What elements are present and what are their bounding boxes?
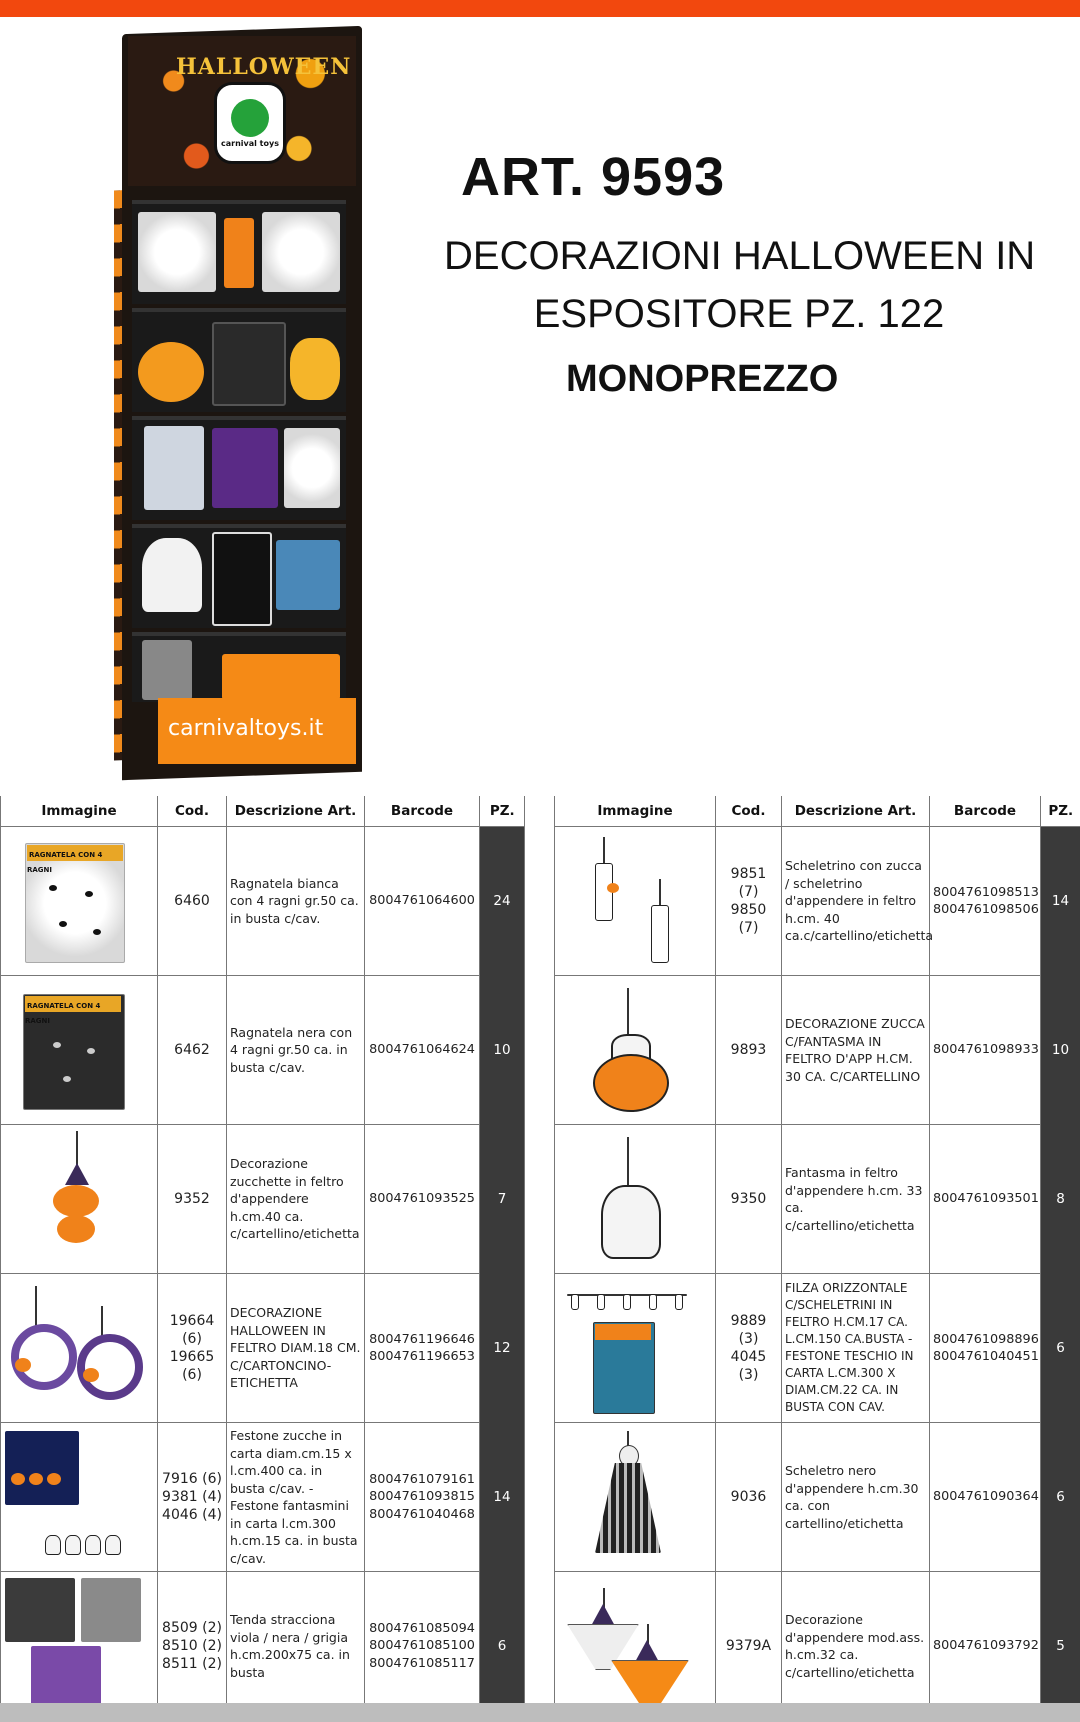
spider-icon	[49, 885, 57, 891]
halloween-wreath-image	[1, 1276, 157, 1420]
product-description: DECORAZIONE ZUCCA C/FANTASMA IN FELTRO D'APP H.CM. 30 CA. C/CARTELLINO	[782, 976, 930, 1125]
product-image-cell	[1, 827, 158, 976]
stand-shelf-4	[132, 524, 346, 628]
skeleton-pack	[144, 426, 204, 510]
product-image-cell	[1, 1125, 158, 1274]
pumpkin-icon	[11, 1473, 25, 1485]
table-row	[1, 1274, 525, 1423]
spiderweb-pack	[138, 212, 216, 292]
pumpkin-stack-image	[1, 1127, 157, 1271]
spider-icon	[93, 929, 101, 935]
table-header-row	[555, 796, 1080, 827]
table-row	[1, 1572, 525, 1721]
product-qty: 8	[1041, 1125, 1080, 1274]
product-image-cell	[555, 1274, 716, 1423]
pumpkin-icon	[53, 1185, 99, 1217]
product-qty: 10	[1041, 976, 1080, 1125]
pumpkin-icon	[47, 1473, 61, 1485]
product-code: 9352	[158, 1125, 227, 1274]
pumpkin-icon	[593, 1054, 669, 1112]
header-code: Cod.	[158, 796, 227, 827]
product-barcode: 8004761085094 8004761085100 8004761085117	[365, 1572, 480, 1721]
product-image-cell	[1, 1274, 158, 1423]
product-image-cell	[555, 976, 716, 1125]
stand-base-url: carnivaltoys.it	[168, 716, 324, 741]
spiderweb-pack	[284, 428, 340, 508]
product-description: Ragnatela nera con 4 ragni gr.50 ca. in busta c/cav.	[227, 976, 365, 1125]
product-qty: 14	[480, 1423, 525, 1572]
skeleton-icon	[649, 1294, 657, 1310]
ghost-decoration	[142, 538, 202, 612]
product-table-right	[554, 796, 1080, 1721]
product-image-cell	[555, 1423, 716, 1572]
product-barcode: 8004761064624	[365, 976, 480, 1125]
product-barcode: 8004761098933	[930, 976, 1041, 1125]
hanging-string	[627, 1137, 629, 1187]
hanging-skeleton	[142, 640, 192, 700]
purple-curtain-pack	[212, 428, 278, 508]
product-description: Tenda stracciona viola / nera / grigia h.cm.200x75 ca. in busta	[227, 1572, 365, 1721]
hanging-string	[627, 988, 629, 1038]
pumpkin-decoration	[290, 338, 340, 400]
header-qty: PZ.	[1041, 796, 1080, 827]
product-barcode: 8004761093501	[930, 1125, 1041, 1274]
product-barcode: 8004761090364	[930, 1423, 1041, 1572]
product-code: 6462	[158, 976, 227, 1125]
spider-icon	[53, 1042, 61, 1048]
product-description: Scheletro nero d'appendere h.cm.30 ca. con cartellino/etichetta	[782, 1423, 930, 1572]
header-barcode: Barcode	[930, 796, 1041, 827]
product-description-line-2: ESPOSITORE PZ. 122	[533, 292, 945, 336]
product-code: 6460	[158, 827, 227, 976]
skeleton-icon	[623, 1294, 631, 1310]
product-description-line-1: DECORAZIONI HALLOWEEN IN	[444, 234, 1036, 278]
hanging-string	[659, 879, 661, 905]
product-description: Fantasma in feltro d'appendere h.cm. 33 ca. c/cartellino/etichetta	[782, 1125, 930, 1274]
stand-base	[158, 698, 356, 764]
table-header-row	[1, 796, 525, 827]
felt-ghost-image	[555, 1127, 715, 1271]
product-qty: 5	[1041, 1572, 1080, 1721]
ghost-icon	[105, 1535, 121, 1555]
spiderweb-pack	[262, 212, 340, 292]
top-accent-bar	[0, 0, 1080, 17]
header-image: Immagine	[1, 796, 158, 827]
ghost-icon	[601, 1185, 661, 1259]
product-barcode: 8004761064600	[365, 827, 480, 976]
black-curtain-photo	[5, 1578, 75, 1642]
header-description: Descrizione Art.	[782, 796, 930, 827]
header-description: Descrizione Art.	[227, 796, 365, 827]
product-description: Scheletrino con zucca / scheletrino d'appendere in feltro h.cm. 40 ca.c/cartellino/etichetta	[782, 827, 930, 976]
garland-pack	[276, 540, 340, 610]
product-image-cell	[555, 827, 716, 976]
black-skeleton-image	[555, 1425, 715, 1569]
product-code: 8509 (2) 8510 (2) 8511 (2)	[158, 1572, 227, 1721]
pack-label	[25, 996, 121, 1025]
pack-label-text: RAGNATELA CON 4 RAGNI	[27, 851, 103, 874]
product-barcode: 8004761093525	[365, 1125, 480, 1274]
pumpkin-icon	[83, 1368, 99, 1382]
black-web-pack	[212, 322, 286, 406]
bottom-bar	[0, 1703, 1080, 1722]
stand-header	[128, 36, 356, 186]
pumpkin-icon	[29, 1473, 43, 1485]
product-code: 9893	[716, 976, 782, 1125]
product-description: DECORAZIONE HALLOWEEN IN FELTRO DIAM.18 CM. C/CARTONCINO-ETICHETTA	[227, 1274, 365, 1423]
skeleton-icon	[651, 905, 669, 963]
product-description: Festone zucche in carta diam.cm.15 x l.cm.400 ca. in busta c/cav. - Festone fantasmini in carta l.cm.300 h.cm.15 ca. in busta c/cav.	[227, 1423, 365, 1572]
pumpkin-icon	[607, 883, 619, 893]
table-gap	[524, 796, 555, 1704]
product-image-cell	[1, 1423, 158, 1572]
brand-logo	[214, 82, 286, 164]
product-qty: 10	[480, 976, 525, 1125]
product-code: 9851 (7) 9850 (7)	[716, 827, 782, 976]
header-barcode: Barcode	[365, 796, 480, 827]
spider-icon	[63, 1076, 71, 1082]
witch-decoration	[222, 654, 340, 700]
ghost-icon	[85, 1535, 101, 1555]
witch-cloak-icon	[611, 1660, 689, 1708]
product-description: Decorazione zucchette in feltro d'appendere h.cm.40 ca. c/cartellino/etichetta	[227, 1125, 365, 1274]
pumpkin-decoration	[224, 218, 254, 288]
skeleton-garland-image	[555, 1276, 715, 1420]
table-row	[1, 1125, 525, 1274]
stand-title: HALLOWEEN	[176, 54, 352, 80]
header-qty: PZ.	[480, 796, 525, 827]
pack-label	[595, 1324, 651, 1340]
product-description: Decorazione d'appendere mod.ass. h.cm.32 ca. c/cartellino/etichetta	[782, 1572, 930, 1721]
pumpkin-icon	[57, 1215, 95, 1243]
table-row	[1, 827, 525, 976]
ghost-icon	[45, 1535, 61, 1555]
product-code: 19664 (6) 19665 (6)	[158, 1274, 227, 1423]
product-qty: 6	[1041, 1423, 1080, 1572]
paper-garland-image	[1, 1425, 157, 1569]
pumpkin-icon	[15, 1358, 31, 1372]
hanging-string	[603, 837, 605, 863]
product-qty: 6	[1041, 1274, 1080, 1423]
product-qty: 14	[1041, 827, 1080, 976]
purple-curtain-photo	[31, 1646, 101, 1710]
table-row	[555, 1423, 1080, 1572]
wreath-icon	[77, 1334, 143, 1400]
stand-shelf-2	[132, 308, 346, 412]
stand-shelf-1	[132, 200, 346, 304]
table-row	[555, 827, 1080, 976]
stand-shelf-5	[132, 632, 346, 702]
ghost-icon	[65, 1535, 81, 1555]
product-barcode: 8004761079161 8004761093815 8004761040468	[365, 1423, 480, 1572]
skeleton-figures-image	[555, 829, 715, 973]
price-type: MONOPREZZO	[566, 358, 839, 400]
spider-icon	[59, 921, 67, 927]
brand-logo-text: carnival toys	[221, 139, 279, 148]
pack-label	[27, 845, 123, 874]
table-row	[1, 1423, 525, 1572]
hanging-string	[101, 1306, 103, 1336]
product-barcode: 8004761093792	[930, 1572, 1041, 1721]
product-code: 9379A	[716, 1572, 782, 1721]
table-row	[555, 1572, 1080, 1721]
header-image: Immagine	[555, 796, 716, 827]
product-code: 7916 (6) 9381 (4) 4046 (4)	[158, 1423, 227, 1572]
spider-icon	[87, 1048, 95, 1054]
witch-hat-icon	[65, 1163, 89, 1185]
witch-hat-icon	[635, 1640, 659, 1662]
product-barcode: 8004761098896 8004761040451	[930, 1274, 1041, 1423]
black-spiderweb-image	[1, 978, 157, 1122]
product-image-cell	[555, 1125, 716, 1274]
table-row	[555, 1274, 1080, 1423]
product-qty: 7	[480, 1125, 525, 1274]
witch-hat-icon	[591, 1604, 615, 1626]
curtain-image	[1, 1574, 157, 1718]
wreath-icon	[11, 1324, 77, 1390]
skeleton-icon	[675, 1294, 683, 1310]
product-qty: 24	[480, 827, 525, 976]
skeleton-icon	[571, 1294, 579, 1310]
skeleton-decoration	[212, 532, 272, 626]
gray-curtain-photo	[81, 1578, 141, 1642]
product-code: 9889 (3) 4045 (3)	[716, 1274, 782, 1423]
product-code: 9036	[716, 1423, 782, 1572]
product-image-cell	[1, 1572, 158, 1721]
table-row	[1, 976, 525, 1125]
product-barcode: 8004761098513 8004761098506	[930, 827, 1041, 976]
product-description: FILZA ORIZZONTALE C/SCHELETRINI IN FELTRO H.CM.17 CA. L.CM.150 CA.BUSTA - FESTONE TESCHIO IN CARTA L.CM.300 X DIAM.CM.22 CA. IN BUSTA CON CAV.	[782, 1274, 930, 1423]
product-table-left	[0, 796, 525, 1721]
stand-shelf-3	[132, 416, 346, 520]
pack-label-text: RAGNATELA CON 4 RAGNI	[25, 1002, 101, 1025]
pumpkin-ghost-image	[555, 978, 715, 1122]
white-spiderweb-image	[1, 829, 157, 973]
hanging-string	[35, 1286, 37, 1326]
product-qty: 6	[480, 1572, 525, 1721]
skeleton-icon	[597, 1294, 605, 1310]
hanging-witch-ghost-image	[555, 1574, 715, 1718]
pumpkin-decoration	[138, 342, 204, 402]
header-code: Cod.	[716, 796, 782, 827]
product-image-cell	[1, 976, 158, 1125]
table-row	[555, 1125, 1080, 1274]
table-row	[555, 976, 1080, 1125]
clover-icon	[231, 99, 269, 137]
display-stand-image	[114, 30, 376, 776]
tattered-cloak	[595, 1463, 661, 1553]
product-barcode: 8004761196646 8004761196653	[365, 1274, 480, 1423]
article-number: ART. 9593	[461, 147, 726, 207]
spider-icon	[85, 891, 93, 897]
product-code: 9350	[716, 1125, 782, 1274]
product-qty: 12	[480, 1274, 525, 1423]
hanging-string	[76, 1131, 78, 1167]
product-image-cell	[555, 1572, 716, 1721]
garland-pack	[5, 1431, 79, 1505]
product-description: Ragnatela bianca con 4 ragni gr.50 ca. in busta c/cav.	[227, 827, 365, 976]
